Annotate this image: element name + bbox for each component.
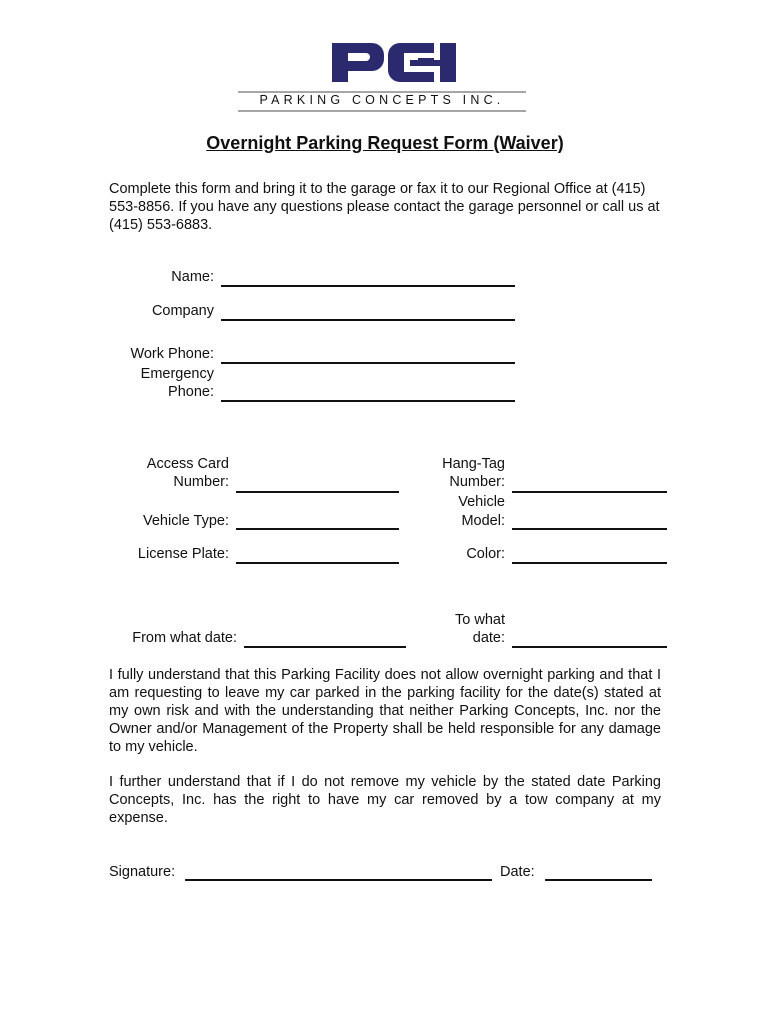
vehicle-model-label-line2: Model: (461, 513, 505, 529)
form-title: Overnight Parking Request Form (Waiver) (206, 133, 564, 153)
company-label: Company (151, 303, 214, 319)
emergency-phone-label-line2: Phone: (168, 384, 214, 400)
company-logo (236, 40, 528, 114)
date-label: Date: (500, 864, 535, 880)
color-field[interactable] (512, 562, 667, 564)
to-date-label-line2: date: (472, 630, 505, 646)
to-date-label-line1: To what (455, 612, 505, 628)
hang-tag-label-line1: Hang-Tag (442, 456, 505, 472)
vehicle-type-field[interactable] (236, 528, 399, 530)
hang-tag-label-line2: Number: (449, 474, 505, 490)
license-plate-label: License Plate: (137, 546, 229, 562)
signature-label: Signature: (109, 864, 176, 880)
name-field[interactable] (221, 285, 515, 287)
from-date-label: From what date: (132, 630, 237, 646)
logo-subtitle: PARKING CONCEPTS INC. (259, 93, 505, 107)
work-phone-label: Work Phone: (130, 346, 214, 362)
access-card-field[interactable] (236, 491, 399, 493)
vehicle-type-label: Vehicle Type: (143, 513, 229, 529)
date-field[interactable] (545, 879, 652, 881)
intro-text: Complete this form and bring it to the garage or fax it to our Regional Office at (415) 553-8856. If you have any questions please contact the garage personnel or call us at (415) 553-6883. (109, 181, 660, 233)
color-label: Color: (466, 546, 505, 562)
vehicle-model-field[interactable] (512, 528, 667, 530)
from-date-field[interactable] (244, 646, 406, 648)
work-phone-field[interactable] (221, 362, 515, 364)
company-field[interactable] (221, 319, 515, 321)
hang-tag-field[interactable] (512, 491, 667, 493)
emergency-phone-field[interactable] (221, 400, 515, 402)
to-date-field[interactable] (512, 646, 667, 648)
name-label: Name: (171, 269, 214, 285)
license-plate-field[interactable] (236, 562, 399, 564)
waiver-paragraph-2: I further understand that if I do not remove my vehicle by the stated date Parking Concepts, Inc. has the right to have my car removed by a tow company at my expense. (109, 774, 661, 826)
pci-logo-mark (332, 43, 456, 82)
access-card-label-line2: Number: (173, 474, 229, 490)
access-card-label-line1: Access Card (146, 456, 229, 472)
vehicle-model-label-line1: Vehicle (458, 494, 505, 510)
waiver-paragraph-1: I fully understand that this Parking Facility does not allow overnight parking and that I am requesting to leave my car parked in the parking facility for the date(s) stated at my own risk and with the understanding that neither Parking Concepts, Inc. nor the Owner and/or Management of the Property shall be held responsible for any damage to my vehicle. (109, 667, 661, 755)
signature-field[interactable] (185, 879, 492, 881)
emergency-phone-label-line1: Emergency (140, 366, 214, 382)
